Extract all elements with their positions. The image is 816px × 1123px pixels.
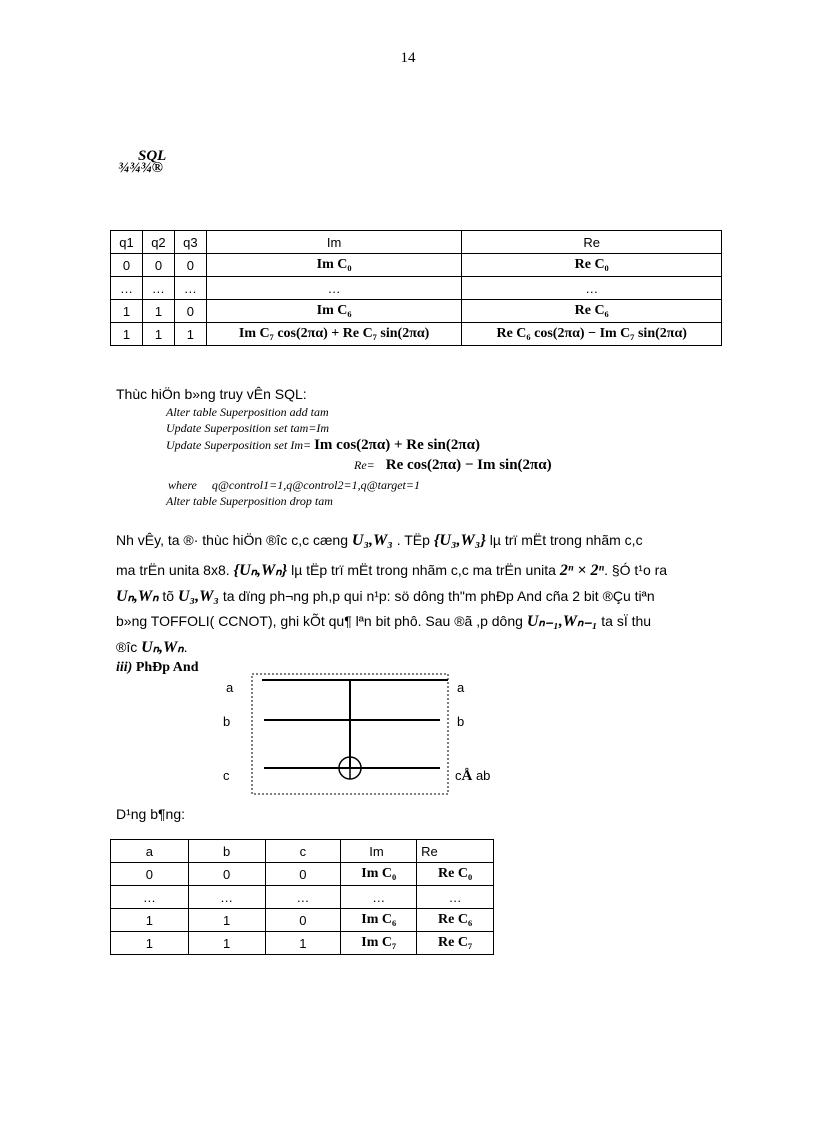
table-cell: …: [417, 886, 494, 909]
column-header: q3: [174, 231, 206, 254]
input-label-c: c: [223, 768, 230, 783]
table-cell: …: [174, 277, 206, 300]
table-cell: 1: [142, 323, 174, 346]
sql-arrow-heading: [118, 150, 166, 174]
table-cell: …: [188, 886, 265, 909]
table-cell: 0: [111, 863, 189, 886]
output-label-b: b: [457, 714, 465, 729]
table-cell: 0: [111, 254, 143, 277]
output-label-a: a: [457, 680, 465, 695]
column-header: q2: [142, 231, 174, 254]
column-header: b: [188, 840, 265, 863]
table-cell: 0: [174, 300, 206, 323]
text-span: b»ng TOFFOLI( CCNOT), ghi kÕt qu¶ lªn bit phô. Sau ®ã ,p dông: [116, 613, 527, 629]
table-row: [111, 863, 494, 886]
sql-line: [354, 457, 552, 474]
column-header: Re: [417, 840, 494, 863]
table-cell: 1: [188, 932, 265, 955]
table-cell: 1: [111, 323, 143, 346]
math-span: U₃,W₃: [178, 588, 219, 605]
text-span: . §Ó t¹o ra: [604, 562, 668, 578]
text-span: lµ trï mËt trong nhãm c,c: [485, 532, 643, 548]
table-cell: …: [341, 886, 417, 909]
table-row: [111, 254, 722, 277]
table-cell: …: [142, 277, 174, 300]
table-cell: 1: [111, 909, 189, 932]
sql-line: [166, 437, 480, 454]
table-cell: Im C₆: [341, 909, 417, 932]
section-number: iii): [116, 660, 133, 675]
sql-heading-label: SQL: [138, 148, 167, 164]
input-label-b: b: [223, 714, 231, 729]
text-span: lµ tËp trï mËt trong nhãm c,c ma trËn unita: [287, 562, 560, 578]
table-cell: Re C₆: [417, 909, 494, 932]
sql-line: Alter table Superposition add tam: [166, 405, 329, 419]
table-cell: 1: [142, 300, 174, 323]
paragraph-line: [116, 527, 710, 554]
section-title: PhÐp And: [132, 660, 199, 675]
table-header-row: [111, 840, 494, 863]
sql-line: Alter table Superposition drop tam: [166, 494, 333, 508]
table-row: [111, 909, 494, 932]
toffoli-circuit: [210, 668, 510, 798]
table-cell: Im C₆: [206, 300, 462, 323]
sql-intro: Thùc hiÖn b»ng truy vÊn SQL:: [116, 386, 307, 402]
table-cell: …: [462, 277, 722, 300]
paragraph-line: [116, 608, 710, 635]
math-span: Uₙ,Wₙ: [116, 588, 159, 605]
text-span: .: [183, 639, 188, 655]
table-cell: Im C₇: [341, 932, 417, 955]
table-cell: …: [265, 886, 341, 909]
table-cell: 1: [265, 932, 341, 955]
output-label-c: [455, 768, 490, 785]
math-span: Uₙ,Wₙ: [141, 639, 184, 656]
output-c-letter: c: [455, 768, 462, 783]
text-span: ®îc: [116, 639, 142, 655]
table-cell: Im C₀: [206, 254, 462, 277]
paragraph-line: [116, 583, 710, 610]
sql-formula: Re cos(2πα) − Im sin(2πα): [385, 457, 552, 473]
table-cell: …: [111, 886, 189, 909]
math-span: {Uₙ,Wₙ}: [233, 562, 288, 579]
table-cell: 1: [111, 300, 143, 323]
text-span: tõ: [158, 588, 178, 604]
table-cell: Im C₀: [341, 863, 417, 886]
sql-line: where q@control1=1,q@control2=1,q@target=1: [168, 478, 420, 492]
text-span: ta dïng ph¬ng ph,p qui n¹p: sö dông th"m phÐp And cña 2 bit ®Çu tiªn: [218, 588, 655, 604]
sql-line-prefix: Re=: [354, 458, 375, 472]
paragraph-line: [116, 557, 710, 584]
and-truth-table: [110, 839, 494, 955]
table-cell: 0: [265, 863, 341, 886]
section-heading: [116, 660, 199, 676]
text-span: ta sÏ thu: [597, 613, 652, 629]
sql-line: Update Superposition set tam=Im: [166, 421, 330, 435]
table-cell: 0: [174, 254, 206, 277]
table-cell: 0: [188, 863, 265, 886]
table-cell: 1: [111, 932, 189, 955]
table-cell: 1: [174, 323, 206, 346]
table-cell: 0: [265, 909, 341, 932]
table-cell: Re C₆ cos(2πα) − Im C₇ sin(2πα): [462, 323, 722, 346]
xor-glyph: Å: [461, 768, 473, 784]
table-row: [111, 323, 722, 346]
column-header: Re: [462, 231, 722, 254]
column-header: q1: [111, 231, 143, 254]
table-cell: Re C₇: [417, 932, 494, 955]
sql-formula: Im cos(2πα) + Re sin(2πα): [314, 437, 480, 453]
math-span: Uₙ₋₁,Wₙ₋₁: [526, 613, 598, 630]
superposition-table: [110, 230, 722, 346]
column-header: a: [111, 840, 189, 863]
text-span: . TËp: [392, 532, 434, 548]
table-row: [111, 300, 722, 323]
sql-heading-arrow: ¾¾¾®: [118, 160, 163, 176]
table-row: [111, 277, 722, 300]
table-cell: Re C₆: [462, 300, 722, 323]
table-cell: Im C₇ cos(2πα) + Re C₇ sin(2πα): [206, 323, 462, 346]
text-span: Nh vÊy, ta ®· thùc hiÖn ®îc c,c cæng: [116, 532, 352, 548]
text-span: ma trËn unita 8x8.: [116, 562, 234, 578]
table-row: [111, 932, 494, 955]
result-suffix: ab: [472, 768, 491, 783]
table-cell: …: [206, 277, 462, 300]
table-cell: 0: [142, 254, 174, 277]
math-span: 2ⁿ × 2ⁿ: [559, 562, 605, 579]
table-cell: …: [111, 277, 143, 300]
input-label-a: a: [226, 680, 234, 695]
table2-caption: D¹ng b¶ng:: [116, 806, 186, 822]
paragraph-line: [116, 634, 710, 661]
math-span: U₃,W₃: [351, 532, 393, 549]
page-number: 14: [400, 50, 416, 66]
table-cell: Re C₀: [417, 863, 494, 886]
sql-line-prefix: Update Superposition set Im=: [166, 438, 312, 452]
table-cell: Re C₀: [462, 254, 722, 277]
table-header-row: [111, 231, 722, 254]
table-row: [111, 886, 494, 909]
column-header: Im: [341, 840, 417, 863]
column-header: Im: [206, 231, 462, 254]
table-cell: 1: [188, 909, 265, 932]
column-header: c: [265, 840, 341, 863]
math-span: {U₃,W₃}: [433, 532, 486, 549]
